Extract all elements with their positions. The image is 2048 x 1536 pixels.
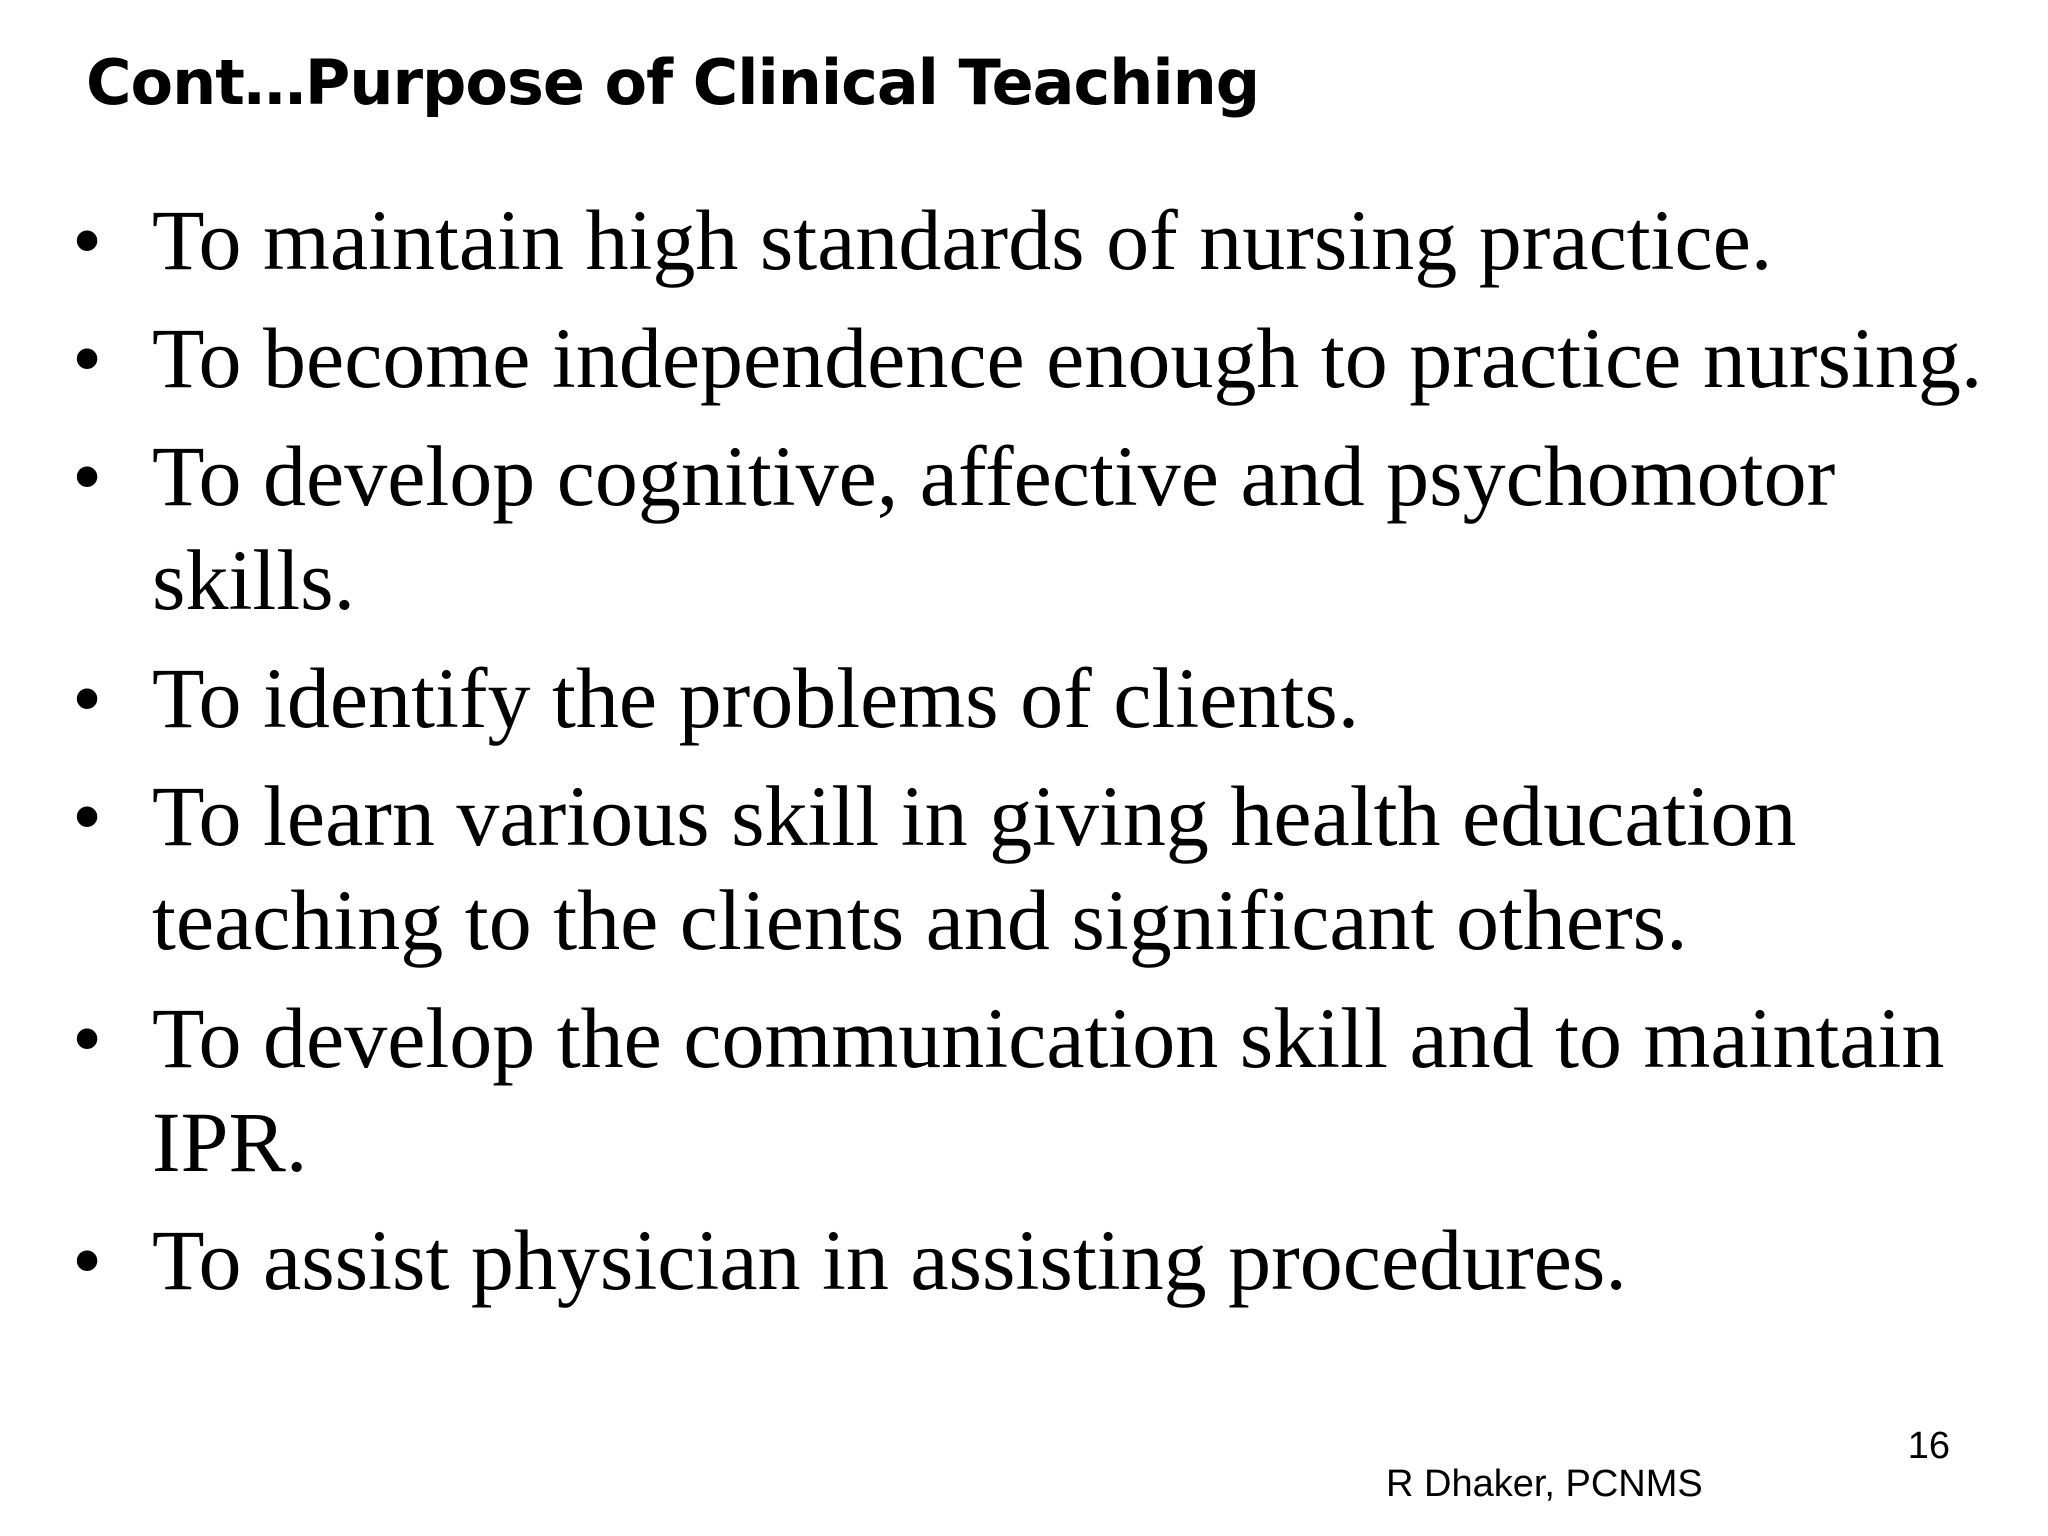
bullet-icon: •	[72, 310, 103, 406]
list-item	[70, 306, 2030, 410]
bullet-icon: •	[72, 192, 103, 288]
slide-title: Cont…Purpose of Clinical Teaching	[86, 46, 1260, 119]
footer-author: R Dhaker, PCNMS	[1386, 1463, 1703, 1505]
bullet-icon: •	[72, 428, 103, 524]
bullet-icon: •	[72, 768, 103, 864]
bullet-list	[70, 188, 2030, 1326]
list-item	[70, 764, 2030, 972]
bullet-text: To maintain high standards of nursing practice.	[152, 192, 1773, 288]
bullet-text: To become independence enough to practice nursing.	[152, 310, 1983, 406]
list-item	[70, 188, 2030, 292]
bullet-text: To identify the problems of clients.	[152, 650, 1360, 746]
bullet-icon: •	[72, 650, 103, 746]
list-item	[70, 986, 2030, 1194]
bullet-icon: •	[72, 990, 103, 1086]
list-item	[70, 1208, 2030, 1312]
bullet-text: To develop cognitive, affective and psychomotor skills.	[152, 428, 1836, 628]
list-item	[70, 646, 2030, 750]
bullet-icon: •	[72, 1212, 103, 1308]
bullet-text: To learn various skill in giving health education teaching to the clients and significant others.	[152, 768, 1797, 968]
page-number: 16	[1907, 1425, 1950, 1467]
bullet-text: To develop the communication skill and to maintain IPR.	[152, 990, 1945, 1190]
list-item	[70, 424, 2030, 632]
bullet-text: To assist physician in assisting procedures.	[152, 1212, 1627, 1308]
